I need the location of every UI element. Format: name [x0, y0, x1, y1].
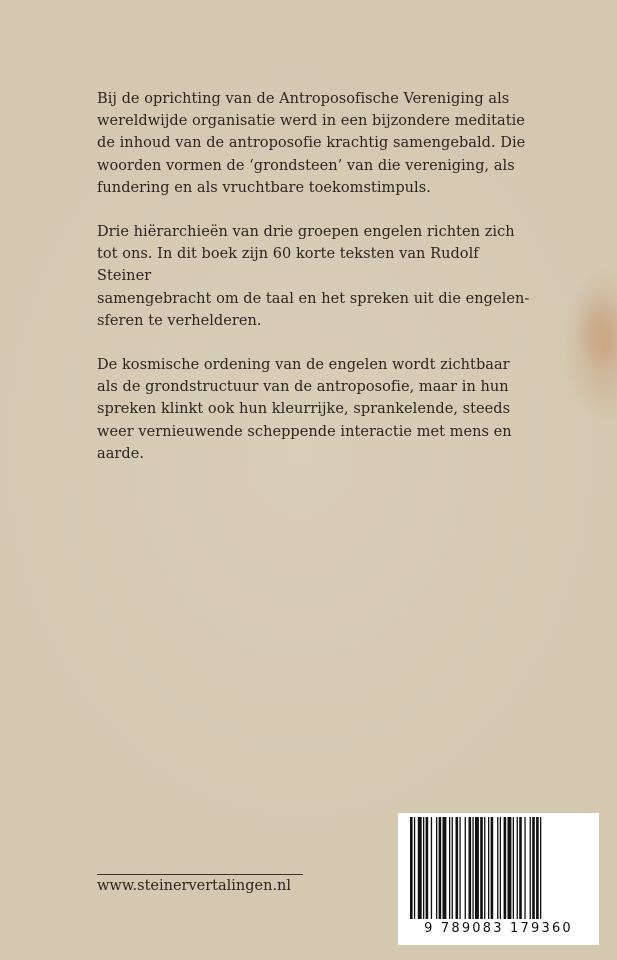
blurb-line: Bij de oprichting van de Antroposofische Vereniging als — [97, 91, 510, 107]
barcode-bar — [517, 817, 518, 919]
barcode-bar — [491, 817, 494, 919]
barcode-bar — [513, 817, 514, 919]
barcode-bar — [475, 817, 479, 919]
barcode-bar — [443, 817, 447, 919]
barcode-bar — [530, 817, 531, 919]
blurb-line: als de grondstructuur van de antroposofie, maar in hun — [97, 379, 509, 396]
barcode-bars — [410, 817, 587, 919]
blurb-line: spreken klinkt ook hun kleurrijke, sprankelende, steeds — [97, 401, 511, 418]
barcode-bar — [504, 817, 507, 919]
barcode-bar — [519, 817, 522, 919]
barcode-bar — [410, 817, 413, 919]
barcode-bar — [472, 817, 473, 919]
blurb-paragraph-3 — [97, 354, 532, 465]
blurb-line: tot ons. In dit boek zijn 60 korte teksten van Rudolf Steiner — [97, 246, 479, 285]
barcode-bar — [439, 817, 442, 919]
barcode-bar — [480, 817, 483, 919]
back-cover-blurb — [97, 88, 532, 487]
footer-divider — [97, 874, 303, 875]
barcode-bar — [431, 817, 432, 919]
blurb-line: Drie hiërarchieën van drie groepen engelen richten zich — [97, 224, 515, 241]
barcode-bar — [524, 817, 525, 919]
blurb-paragraph-1 — [97, 88, 532, 199]
barcode-bar — [469, 817, 472, 919]
barcode-bar — [414, 817, 415, 919]
blurb-line: woorden vormen de ‘grondsteen’ van die vereniging, als — [97, 157, 515, 174]
barcode-bar — [497, 817, 498, 919]
barcode-bar — [536, 817, 539, 919]
barcode-bar — [488, 817, 489, 919]
blurb-line: weer vernieuwende scheppende interactie met mens en — [97, 423, 512, 440]
barcode-bar — [423, 817, 424, 919]
barcode-bar — [456, 817, 459, 919]
barcode-bar — [459, 817, 460, 919]
blurb-line: de inhoud van de antroposofie krachtig samengebald. Die — [97, 135, 526, 152]
barcode-bar — [465, 817, 466, 919]
blurb-line: aarde. — [97, 445, 144, 462]
blurb-line: samengebracht om de taal en het spreken uit die engelen- — [97, 290, 530, 307]
blurb-line: sferen te verhelderen. — [97, 312, 262, 329]
barcode-bar — [540, 817, 541, 919]
barcode-bar — [532, 817, 535, 919]
barcode-bar — [449, 817, 450, 919]
barcode-bar — [436, 817, 437, 919]
barcode-bar — [426, 817, 429, 919]
publisher-website-link[interactable]: www.steinervertalingen.nl — [97, 878, 292, 894]
isbn-digits: 9 789083 179360 — [424, 921, 573, 936]
barcode-bar — [484, 817, 485, 919]
blurb-line: De kosmische ordening van de engelen wordt zichtbaar — [97, 357, 510, 374]
isbn-barcode — [398, 813, 599, 945]
blurb-line: fundering en als vruchtbare toekomstimpuls. — [97, 179, 431, 196]
barcode-bar — [452, 817, 453, 919]
barcode-bar — [418, 817, 422, 919]
blurb-line: wereldwijde organisatie werd in een bijzondere meditatie — [97, 113, 525, 130]
blurb-paragraph-2 — [97, 221, 532, 332]
barcode-bar — [508, 817, 512, 919]
barcode-bar — [500, 817, 501, 919]
